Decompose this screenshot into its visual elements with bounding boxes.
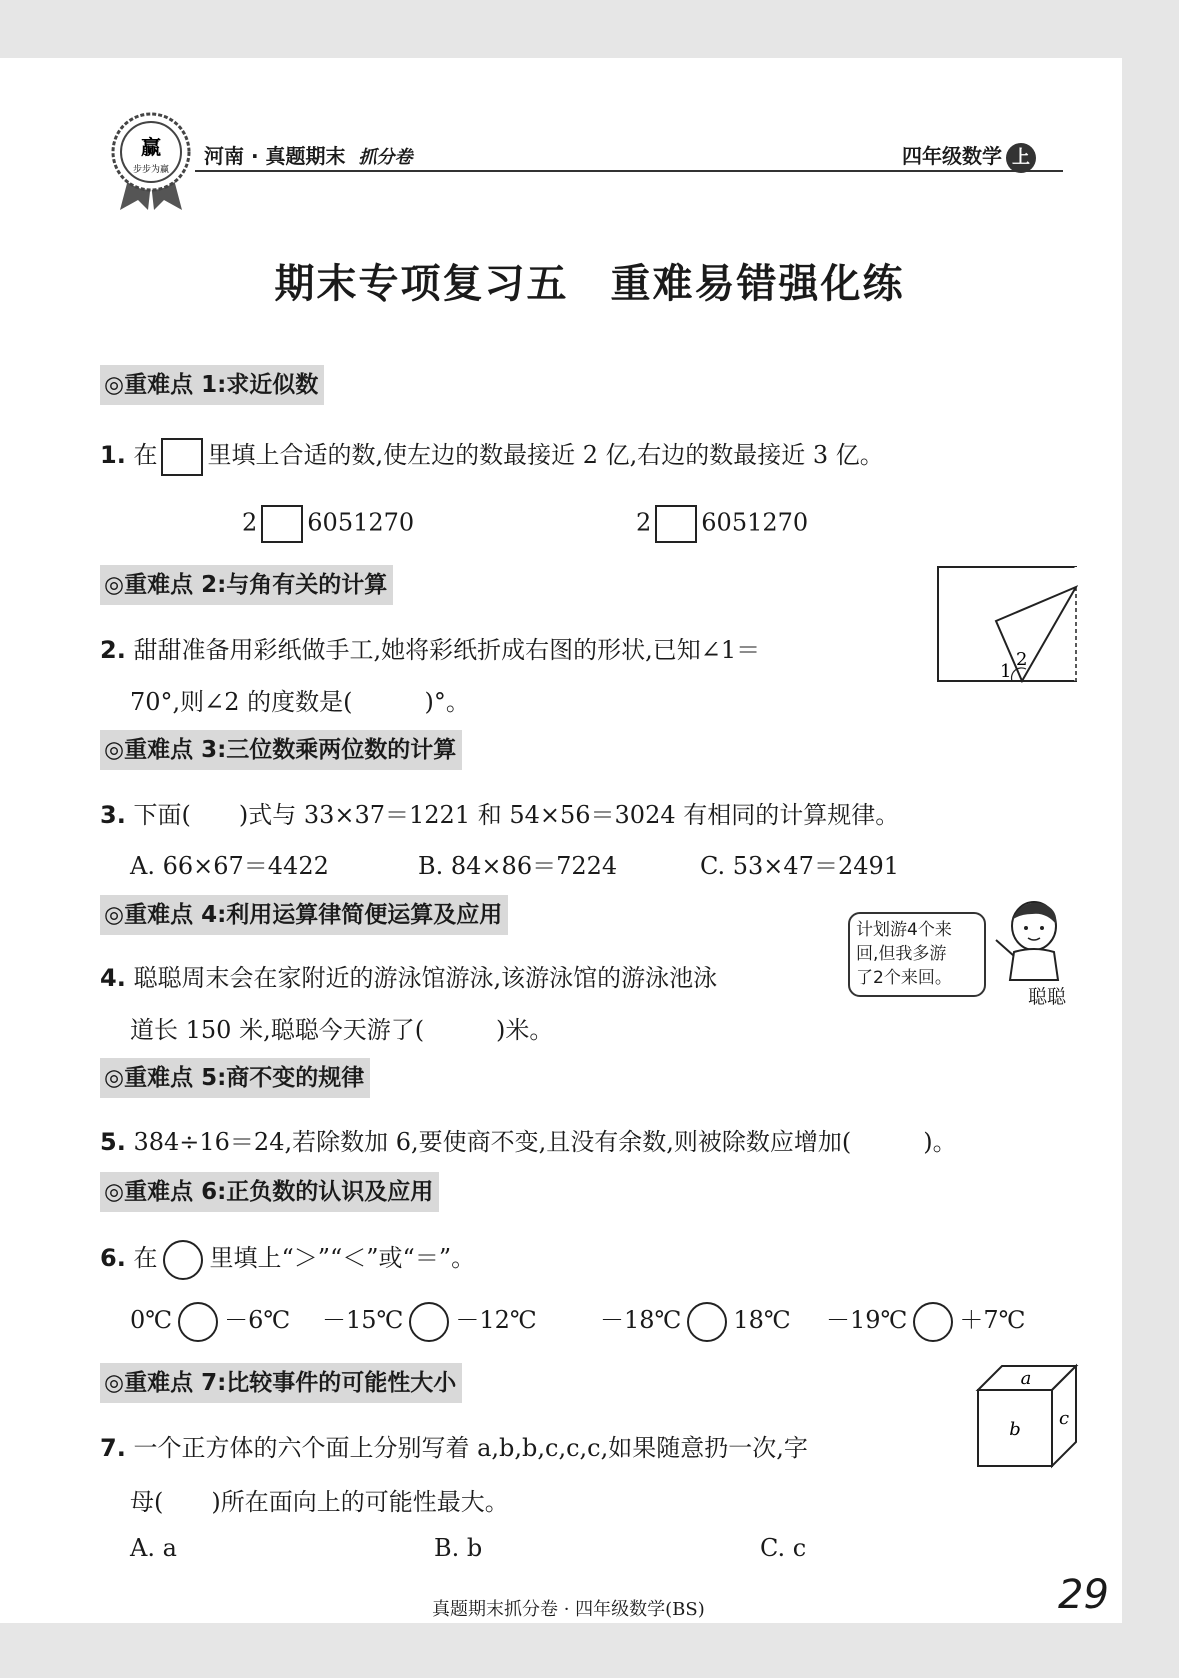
boy-mascot-icon [992,896,1076,996]
answer-box[interactable] [261,505,303,543]
section-heading-5: ◎重难点 5:商不变的规律 [100,1058,370,1098]
section-heading-4: ◎重难点 4:利用运算律简便运算及应用 [100,895,508,935]
q3-option-a[interactable]: A. 66×67＝4422 [130,852,329,880]
speech-bubble: 计划游4个来 回,但我多游 了2个来回。 [848,912,986,997]
q6-compare-3: －18℃ 18℃ [600,1300,791,1342]
q7-option-a[interactable]: A. a [130,1534,177,1562]
mascot-name: 聪聪 [1028,986,1067,1008]
q6-compare-1: 0℃ －6℃ [130,1300,290,1342]
section-heading-6: ◎重难点 6:正负数的认识及应用 [100,1172,439,1212]
answer-circle[interactable] [913,1302,953,1342]
question-7-line1: 7. 一个正方体的六个面上分别写着 a,b,b,c,c,c,如果随意扔一次,字 [100,1434,808,1462]
answer-box[interactable] [655,505,697,543]
question-3: 3. 下面( )式与 33×37＝1221 和 54×56＝3024 有相同的计算规律。 [100,801,900,829]
svg-text:1: 1 [1000,661,1012,682]
q3-option-b[interactable]: B. 84×86＝7224 [418,852,618,880]
question-1: 1. 在 里填上合适的数,使左边的数最接近 2 亿,右边的数最接近 3 亿。 [100,435,884,476]
svg-text:a: a [1020,1368,1032,1389]
question-4-line1: 4. 聪聪周末会在家附近的游泳馆游泳,该游泳馆的游泳池泳 [100,964,718,992]
svg-text:步步为赢: 步步为赢 [132,165,170,175]
folded-paper-figure [936,565,1078,683]
answer-circle[interactable] [409,1302,449,1342]
q1-right-number: 2 6051270 [636,505,808,543]
publisher-logo-icon [108,112,194,212]
page-title: 期末专项复习五 重难易错强化练 [274,261,905,307]
svg-text:c: c [1058,1408,1070,1429]
answer-circle[interactable] [178,1302,218,1342]
header-left-title: 河南 · 真题期末 抓分卷 [204,144,413,168]
question-2-line2: 70°,则∠2 的度数是( )°。 [130,688,470,716]
question-4-line2: 道长 150 米,聪聪今天游了( )米。 [130,1016,554,1044]
svg-text:2: 2 [1016,649,1028,670]
section-heading-2: ◎重难点 2:与角有关的计算 [100,565,393,605]
q3-option-c[interactable]: C. 53×47＝2491 [700,852,900,880]
question-2-line1: 2. 甜甜准备用彩纸做手工,她将彩纸折成右图的形状,已知∠1＝ [100,636,761,664]
question-6: 6. 在 里填上“＞”“＜”或“＝”。 [100,1238,475,1280]
q7-option-b[interactable]: B. b [434,1534,483,1562]
header-divider [195,170,1063,172]
section-heading-1: ◎重难点 1:求近似数 [100,365,324,405]
cube-figure [974,1362,1080,1470]
q1-left-number: 2 6051270 [242,505,414,543]
answer-circle[interactable] [163,1240,203,1280]
question-7-line2: 母( )所在面向上的可能性最大。 [130,1488,509,1516]
section-heading-7: ◎重难点 7:比较事件的可能性大小 [100,1363,462,1403]
q7-option-c[interactable]: C. c [760,1534,807,1562]
answer-circle[interactable] [687,1302,727,1342]
footer-text: 真题期末抓分卷 · 四年级数学(BS) [432,1599,705,1620]
grade-half-badge: 上 [1006,143,1036,173]
q6-compare-4: －19℃ ＋7℃ [826,1300,1026,1342]
q6-compare-2: －15℃ －12℃ [322,1300,537,1342]
svg-text:b: b [1009,1419,1021,1440]
page-number: 29 [1058,1572,1109,1618]
answer-box[interactable] [161,438,203,476]
section-heading-3: ◎重难点 3:三位数乘两位数的计算 [100,730,462,770]
svg-text:赢: 赢 [141,135,161,159]
header-right-title: 四年级数学 上 [902,140,1036,173]
question-5: 5. 384÷16＝24,若除数加 6,要使商不变,且没有余数,则被除数应增加( )。 [100,1128,957,1156]
header-badge: 抓分卷 [358,147,413,168]
